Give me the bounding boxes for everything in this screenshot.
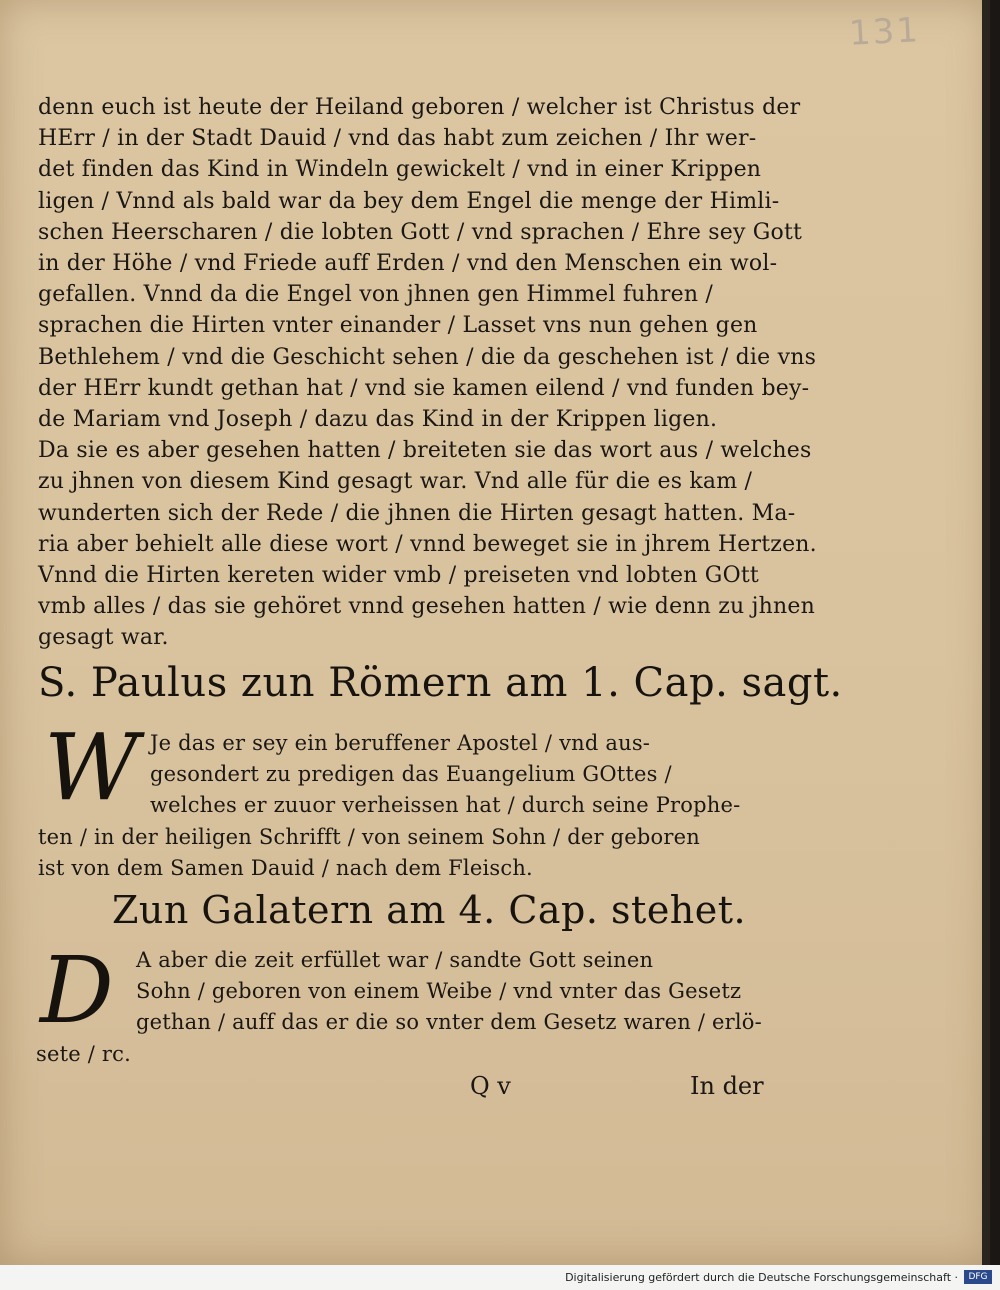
catchword: In der xyxy=(690,1072,764,1100)
text-line: ria aber behielt alle diese wort / vnnd beweget sie in jhrem Hertzen. xyxy=(38,531,817,557)
text-line: Vnnd die Hirten kereten wider vmb / preiseten vnd lobten GOtt xyxy=(38,563,759,589)
text-line: in der Höhe / vnd Friede auff Erden / vnd den Menschen ein wol- xyxy=(38,251,778,277)
text-line: de Mariam vnd Joseph / dazu das Kind in der Krippen ligen. xyxy=(38,407,718,433)
text-line: gefallen. Vnnd da die Engel von jhnen gen Himmel fuhren / xyxy=(38,282,714,308)
text-line: schen Heerscharen / die lobten Gott / vnd sprachen / Ehre sey Gott xyxy=(38,219,803,245)
text-line: zu jhnen von diesem Kind gesagt war. Vnd alle für die es kam / xyxy=(38,469,753,495)
decorated-initial-d: D xyxy=(40,937,114,1044)
text-line: Da sie es aber gesehen hatten / breiteten sie das wort aus / welches xyxy=(38,438,812,464)
main-text-block xyxy=(38,92,817,654)
text-line: wunderten sich der Rede / die jhnen die Hirten gesagt hatten. Ma- xyxy=(38,500,796,526)
dfg-logo: DFG xyxy=(964,1270,992,1284)
text-line: sprachen die Hirten vnter einander / Lasset vns nun gehen gen xyxy=(38,313,758,339)
funding-notice: Digitalisierung gefördert durch die Deutsche Forschungsgemeinschaft · xyxy=(565,1271,958,1284)
text-line: vmb alles / das sie gehöret vnnd gesehen hatten / wie denn zu jhnen xyxy=(38,594,815,620)
text-line: gethan / auff das er die so vnter dem Gesetz waren / erlö- xyxy=(136,1010,762,1035)
text-line: Je das er sey ein beruffener Apostel / vnd aus- xyxy=(150,731,651,755)
signature-mark: Q v xyxy=(470,1072,511,1100)
text-line: gesondert zu predigen das Euangelium GOttes / xyxy=(150,762,672,787)
text-line: ligen / Vnnd als bald war da bey dem Engel die menge der Himli- xyxy=(38,188,780,214)
text-line: Sohn / geboren von einem Weibe / vnd vnter das Gesetz xyxy=(136,979,742,1004)
footer-bar xyxy=(0,1265,1000,1290)
text-line: ist von dem Samen Dauid / nach dem Fleisch. xyxy=(38,855,533,880)
text-line: welches er zuuor verheissen hat / durch seine Prophe- xyxy=(150,793,741,818)
decorated-initial-w: W xyxy=(44,714,139,821)
text-line: denn euch ist heute der Heiland geboren / welcher ist Christus der xyxy=(38,95,801,120)
galatians-text-block xyxy=(36,945,762,1070)
text-line: HErr / in der Stadt Dauid / vnd das habt zum zeichen / Ihr wer- xyxy=(38,126,757,152)
text-line: der HErr kundt gethan hat / vnd sie kamen eilend / vnd funden bey- xyxy=(38,375,810,401)
text-line: Bethlehem / vnd die Geschicht sehen / die da geschehen ist / die vns xyxy=(38,344,817,370)
text-line: A aber die zeit erfüllet war / sandte Gott seinen xyxy=(136,948,654,972)
section-heading-galatians: Zun Galatern am 4. Cap. stehet. xyxy=(112,888,747,932)
text-line: ten / in der heiligen Schrifft / von seinem Sohn / der geboren xyxy=(38,824,700,849)
text-line: sete / rc. xyxy=(36,1041,131,1066)
text-line: gesagt war. xyxy=(38,625,169,651)
folio-number: 131 xyxy=(848,10,921,54)
text-line: det finden das Kind in Windeln gewickelt / vnd in einer Krippen xyxy=(38,157,762,183)
romans-text-block xyxy=(38,728,741,884)
section-heading-romans: S. Paulus zun Römern am 1. Cap. sagt. xyxy=(38,660,843,706)
